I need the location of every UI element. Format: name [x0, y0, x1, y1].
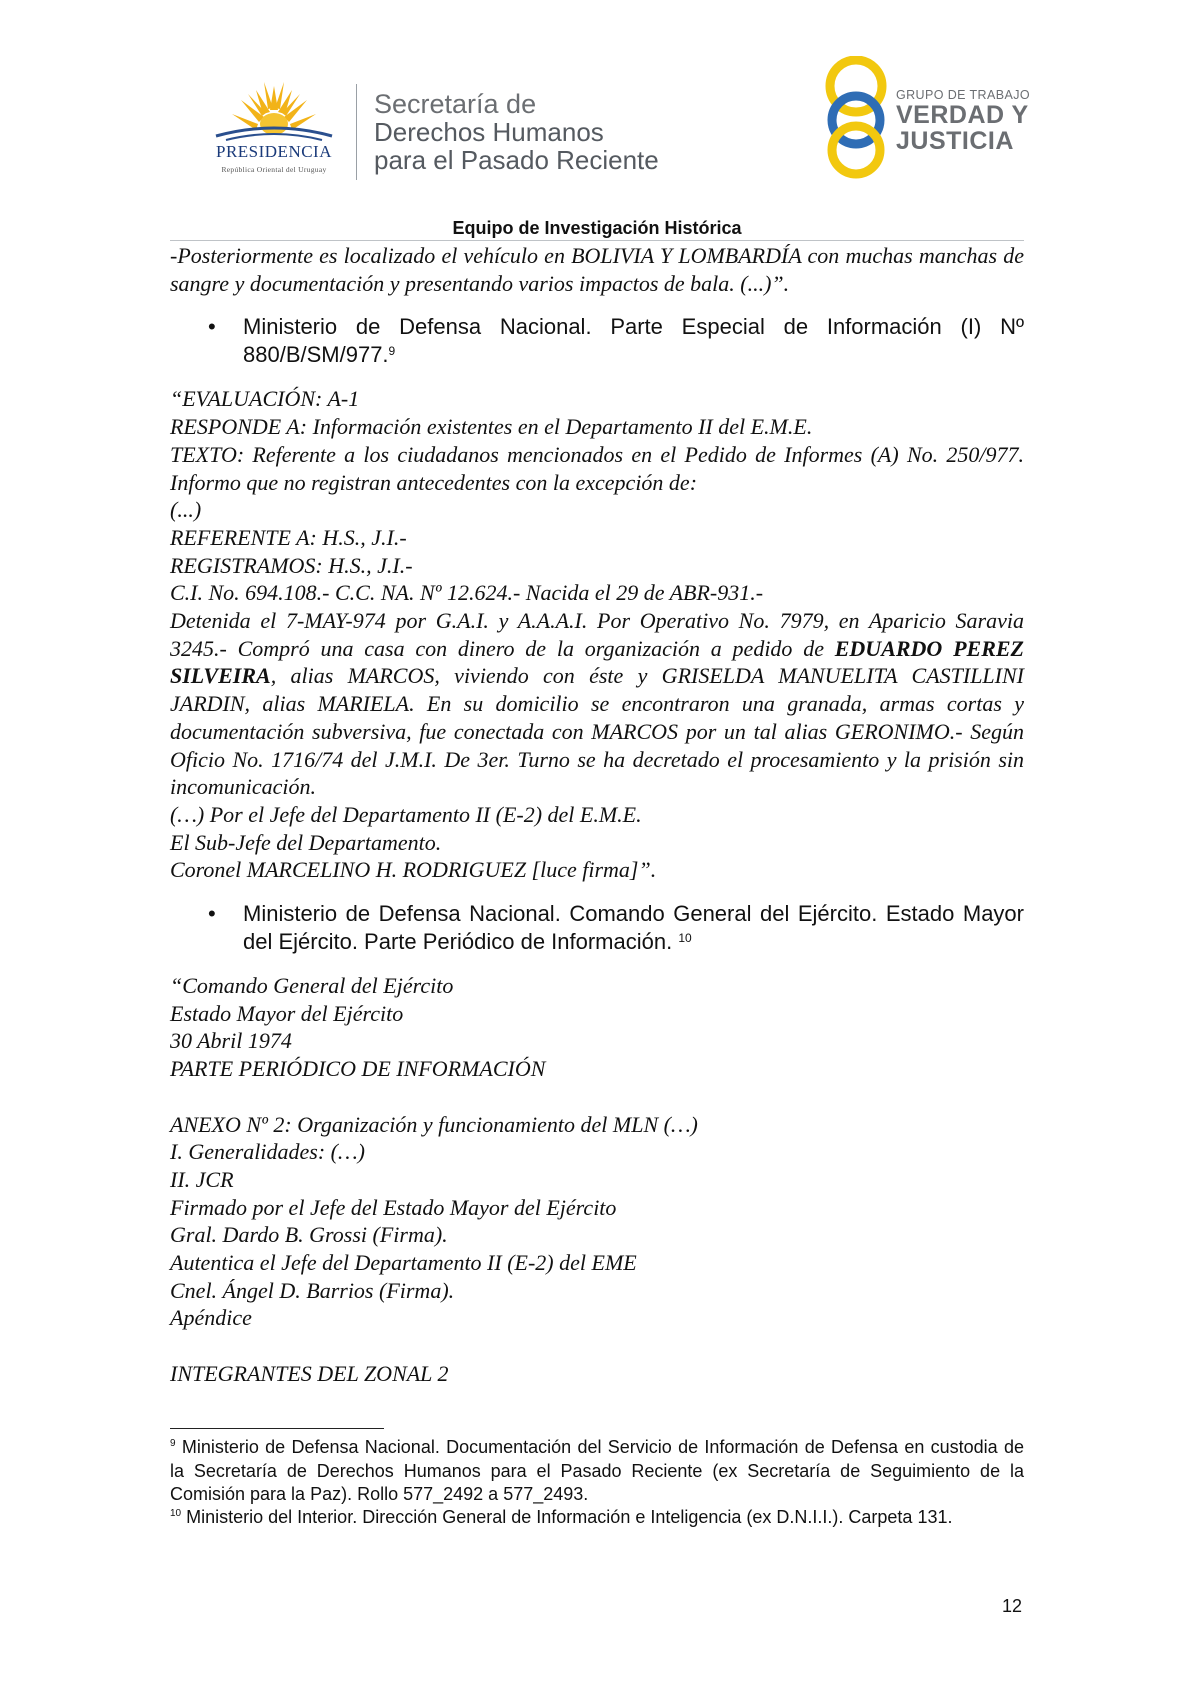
footnote-ref-9: 9	[388, 344, 396, 359]
quote-line: Autentica el Jefe del Departamento II (E-2) del EME	[170, 1250, 637, 1276]
quote-line: Estado Mayor del Ejército	[170, 1000, 404, 1026]
quote-line: II. JCR	[170, 1166, 234, 1192]
quote-line: RESPONDE A: Información existentes en el Departamento II del E.M.E.	[170, 414, 813, 440]
footnote-number: 10	[170, 1508, 182, 1519]
quote-line: Coronel MARCELINO H. RODRIGUEZ [luce firma]”.	[170, 857, 657, 883]
header-divider	[356, 84, 357, 180]
quote-line: Firmado por el Jefe del Estado Mayor del Ejército	[170, 1194, 617, 1220]
document-body	[170, 242, 1024, 1388]
quote-line: Cnel. Ángel D. Barrios (Firma).	[170, 1277, 455, 1303]
quote-line: (...)	[170, 497, 202, 523]
bullet-text-2: Ministerio de Defensa Nacional. Comando General del Ejército. Estado Mayor del Ejército. Parte Periódico de Información.	[243, 901, 1024, 955]
bullet-item-2	[170, 900, 1024, 956]
quote-paragraph-1: -Posteriormente es localizado el vehículo en BOLIVIA Y LOMBARDÍA con muchas manchas de sangre y documentación y presentando varios impactos de bala. (...)”.	[170, 243, 1024, 296]
grupo-line-2: VERDAD Y	[896, 101, 1029, 129]
secretaria-line-3: para el Pasado Reciente	[374, 145, 659, 175]
quote-line: REGISTRAMOS: H.S., J.I.-	[170, 552, 413, 578]
header-rule	[170, 240, 1024, 241]
quote-line: Gral. Dardo B. Grossi (Firma).	[170, 1222, 448, 1248]
quote-text: , alias MARCOS, viviendo con éste y GRISELDA MANUELITA CASTILLINI JARDIN, alias MARIELA. En su domicilio se encontraron una granada, armas cortas y documentación subversiva, fue conectada con MARCOS por un tal alias GERONIMO.- Según Oficio No. 1716/74 del J.M.I. De 3er. Turno se ha decretado el procesamiento y la prisión sin incomunicación.	[170, 663, 1024, 800]
quote-line: “EVALUACIÓN: A-1	[170, 386, 360, 412]
bullet-item-1	[170, 313, 1024, 369]
footnote-text: Ministerio del Interior. Dirección General de Información e Inteligencia (ex D.N.I.I.). Carpeta 131.	[181, 1507, 953, 1527]
secretaria-line-2: Derechos Humanos	[374, 117, 604, 147]
presidencia-logo	[196, 80, 352, 180]
sun-emblem-icon	[196, 80, 352, 142]
quote-line: C.I. No. 694.108.- C.C. NA. Nº 12.624.- Nacida el 29 de ABR-931.-	[170, 580, 764, 606]
bullet-text-1: Ministerio de Defensa Nacional. Parte Especial de Información (I) Nº 880/B/SM/977.	[243, 314, 1024, 368]
secretaria-logo-text	[374, 90, 659, 174]
bullet-icon: •	[208, 901, 216, 927]
quote-block-2	[170, 972, 1024, 1388]
presidencia-text: PRESIDENCIA	[215, 142, 332, 161]
page-number: 12	[1002, 1596, 1023, 1616]
quote-line: INTEGRANTES DEL ZONAL 2	[170, 1360, 449, 1386]
quote-bold-name: EDUARDO PEREZ SILVEIRA	[170, 635, 1024, 689]
quote-line: ANEXO Nº 2: Organización y funcionamiento del MLN (…)	[170, 1111, 698, 1137]
presidencia-subtitle: República Oriental del Uruguay	[221, 165, 327, 174]
footnote-text: Ministerio de Defensa Nacional. Documentación del Servicio de Información de Defensa en custodia de la Secretaría de Derechos Humanos para el Pasado Reciente (ex Secretaría de Seguimiento de la Comisión para la Paz). Rollo 577_2492 a 577_2493.	[170, 1437, 1024, 1504]
quote-line: (…) Por el Jefe del Departamento II (E-2) del E.M.E.	[170, 801, 642, 827]
quote-line: REFERENTE A: H.S., J.I.-	[170, 524, 407, 550]
secretaria-line-1: Secretaría de	[374, 89, 537, 119]
grupo-trabajo-text	[896, 88, 1030, 154]
quote-line: PARTE PERIÓDICO DE INFORMACIÓN	[170, 1056, 546, 1082]
grupo-line-1: GRUPO DE TRABAJO	[896, 88, 1030, 102]
quote-line: I. Generalidades: (…)	[170, 1139, 365, 1165]
quote-block-1	[170, 385, 1024, 884]
footnote-9	[170, 1436, 1024, 1507]
quote-text: Detenida el 7-MAY-974 por G.A.I. y A.A.A.I. Por Operativo No. 7979, en Aparicio Saravia 3245.- Compró una casa con dinero de la organización a pedido de	[170, 608, 1024, 661]
team-heading: Equipo de Investigación Histórica	[452, 218, 742, 238]
footnote-ref-10: 10	[678, 930, 692, 945]
quote-line: TEXTO: Referente a los ciudadanos mencionados en el Pedido de Informes (A) No. 250/977. Informo que no registran antecedentes con la excepción de:	[170, 441, 1024, 495]
footnote-10	[170, 1506, 1024, 1530]
footnote-number: 9	[170, 1438, 176, 1449]
quote-line: Apéndice	[170, 1305, 252, 1331]
quote-line: 30 Abril 1974	[170, 1028, 292, 1054]
quote-paragraph-detention	[170, 607, 1024, 801]
quote-line: “Comando General del Ejército	[170, 973, 454, 999]
bullet-icon: •	[208, 314, 216, 340]
grupo-line-3: JUSTICIA	[896, 127, 1014, 155]
quote-line: El Sub-Jefe del Departamento.	[170, 829, 442, 855]
footnote-rule	[170, 1428, 384, 1429]
